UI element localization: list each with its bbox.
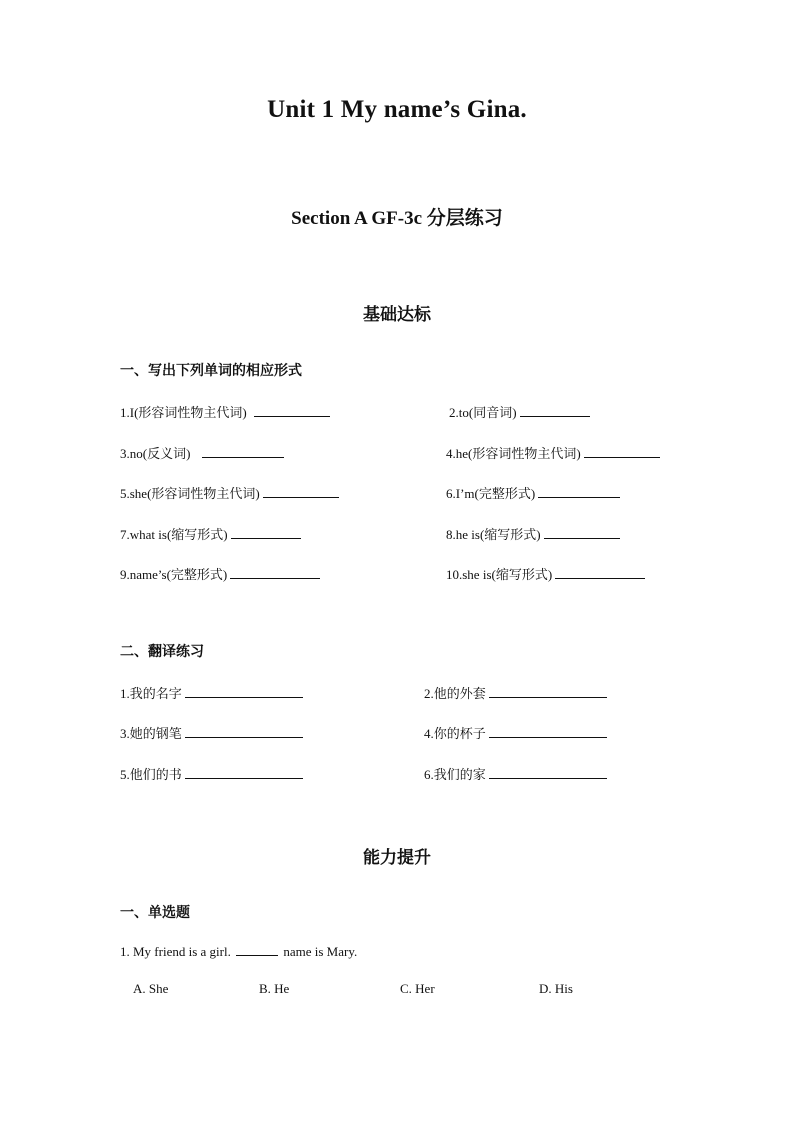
level-heading-advanced: 能力提升 <box>363 848 431 867</box>
answer-blank[interactable] <box>544 526 620 539</box>
answer-blank[interactable] <box>263 485 339 498</box>
translation-item-2: 2.他的外套 <box>424 683 607 702</box>
word-form-item-1: 1.I(形容词性物主代词) <box>120 402 330 421</box>
answer-blank[interactable] <box>489 725 607 738</box>
translation-item-3: 3.她的钢笔 <box>120 723 303 742</box>
answer-blank[interactable] <box>230 566 320 579</box>
section-heading-word-forms: 一、写出下列单词的相应形式 <box>120 364 302 379</box>
answer-blank[interactable] <box>202 445 284 458</box>
word-form-item-5: 5.she(形容词性物主代词) <box>120 483 339 502</box>
word-form-item-8: 8.he is(缩写形式) <box>446 524 620 543</box>
section-subtitle: Section A GF-3c 分层练习 <box>291 208 503 229</box>
word-form-item-3: 3.no(反义词) <box>120 443 284 462</box>
answer-blank[interactable] <box>231 526 301 539</box>
answer-blank[interactable] <box>538 485 620 498</box>
level-heading-basic: 基础达标 <box>363 305 431 324</box>
translation-item-1: 1.我的名字 <box>120 683 303 702</box>
translation-item-5: 5.他们的书 <box>120 764 303 783</box>
word-form-item-7: 7.what is(缩写形式) <box>120 524 301 543</box>
answer-blank[interactable] <box>520 404 590 417</box>
section-heading-translation: 二、翻译练习 <box>120 645 204 660</box>
word-form-item-6: 6.I’m(完整形式) <box>446 483 620 502</box>
translation-item-4: 4.你的杯子 <box>424 723 607 742</box>
page-title: Unit 1 My name’s Gina. <box>267 96 527 123</box>
word-form-item-9: 9.name’s(完整形式) <box>120 564 320 583</box>
answer-blank[interactable] <box>236 943 278 956</box>
answer-blank[interactable] <box>584 445 660 458</box>
option-b[interactable]: B. He <box>259 981 290 996</box>
option-c[interactable]: C. Her <box>400 981 435 996</box>
option-a[interactable]: A. She <box>133 981 169 996</box>
word-form-item-10: 10.she is(缩写形式) <box>446 564 645 583</box>
answer-blank[interactable] <box>185 725 303 738</box>
section-heading-multiple-choice: 一、单选题 <box>120 906 190 921</box>
word-form-item-4: 4.he(形容词性物主代词) <box>446 443 660 462</box>
word-form-item-2: 2.to(同音词) <box>449 402 590 421</box>
translation-item-6: 6.我们的家 <box>424 764 607 783</box>
answer-blank[interactable] <box>185 766 303 779</box>
question-1-stem: 1. My friend is a girl. name is Mary. <box>120 944 358 959</box>
answer-blank[interactable] <box>254 404 330 417</box>
answer-blank[interactable] <box>489 685 607 698</box>
answer-blank[interactable] <box>489 766 607 779</box>
answer-blank[interactable] <box>185 685 303 698</box>
option-d[interactable]: D. His <box>539 981 573 996</box>
answer-blank[interactable] <box>555 566 645 579</box>
